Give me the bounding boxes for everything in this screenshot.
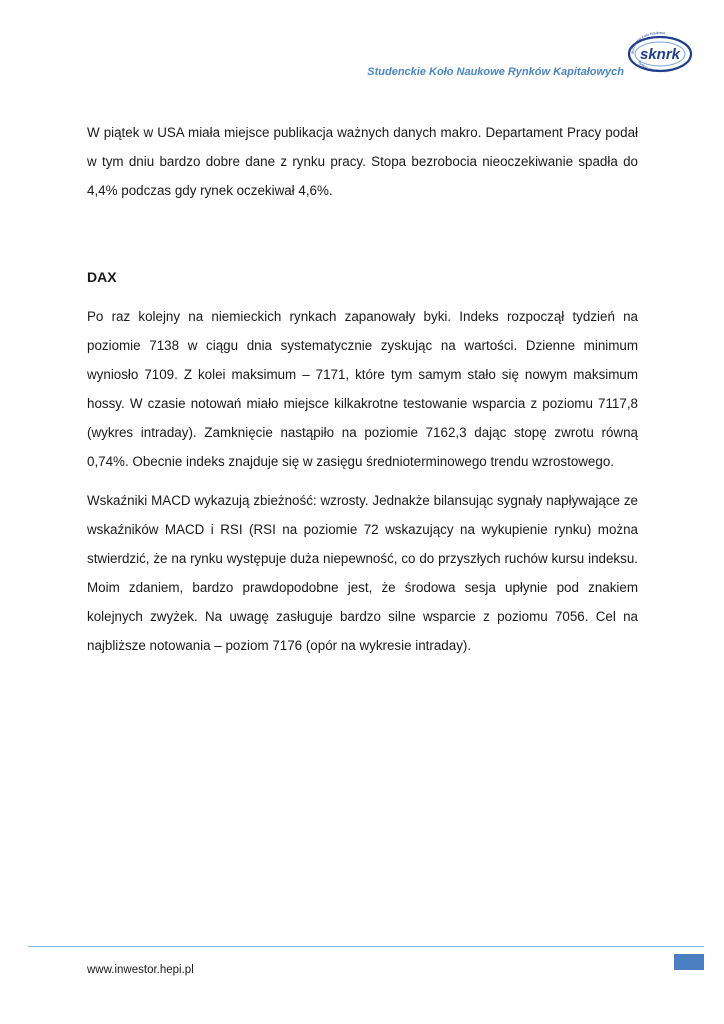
footer-url: www.inwestor.hepi.pl <box>87 964 194 976</box>
sknrk-logo <box>626 28 694 76</box>
paragraph-macro-data: W piątek w USA miała miejsce publikacja ważnych danych makro. Departament Pracy podał w tym dniu bardzo dobre dane z rynku pracy. Stopa bezrobocia nieoczekiwanie spadła do 4,4% podczas gdy rynek oczekiwał 4,6%. <box>87 125 638 198</box>
paragraph-dax-summary: Po raz kolejny na niemieckich rynkach zapanowały byki. Indeks rozpoczął tydzień na poziomie 7138 w ciągu dnia systematycznie zyskując na wartości. Dzienne minimum wyniosło 7109. Z kolei maksimum – 7171, które tym samym stało się nowym maksimum hossy. W czasie notowań miało miejsce kilkakrotne testowanie wsparcia z poziomu 7117,8 (wykres intraday). Zamknięcie nastąpiło na poziomie 7162,3 dając stopę zwrotu równą 0,74%. Obecnie indeks znajduje się w zasięgu średnioterminowego trendu wzrostowego. <box>87 309 638 469</box>
document-body <box>87 118 638 660</box>
footer-divider <box>28 946 704 947</box>
logo-text: sknrk <box>639 46 681 63</box>
header-organization-name: Studenckie Koło Naukowe Rynków Kapitałowych <box>367 66 624 78</box>
logo-arc-bottom-text: Rynków Kapitałowych <box>637 60 671 74</box>
paragraph-indicators: Wskaźniki MACD wykazują zbieżność: wzrosty. Jednakże bilansując sygnały napływające ze wskaźników MACD i RSI (RSI na poziomie 72 wskazujący na wykupienie rynku) można stwierdzić, że na rynku występuje duża niepewność, co do przyszłych ruchów kursu indeksu. Moim zdaniem, bardzo prawdopodobne jest, że środowa sesja upłynie pod znakiem kolejnych zwyżek. Na uwagę zasługuje bardzo silne wsparcie z poziomu 7056. Cel na najbliższe notowania – poziom 7176 (opór na wykresie intraday). <box>87 493 638 653</box>
logo-arc-top-text: Studenckie Koło Naukowe <box>630 30 666 55</box>
section-title-dax: DAX <box>87 269 117 285</box>
page-number-box <box>674 954 704 970</box>
